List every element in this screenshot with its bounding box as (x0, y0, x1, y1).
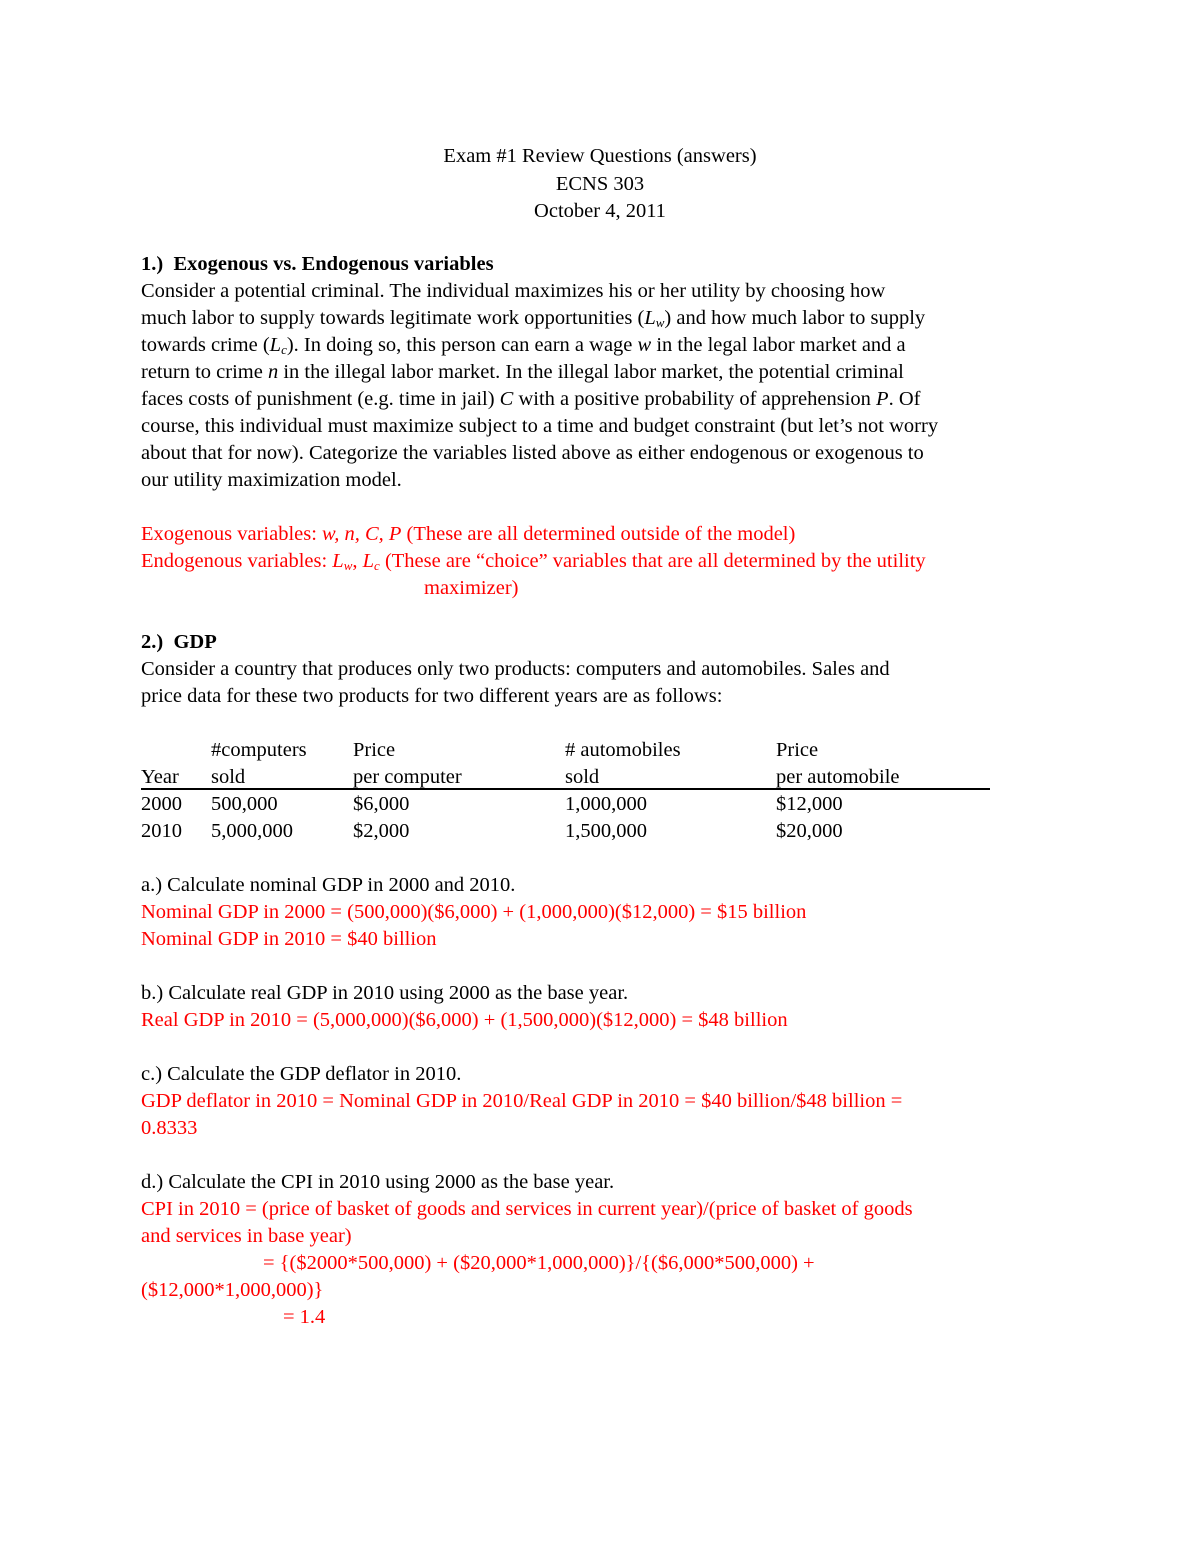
q1-title: Exogenous vs. Endogenous variables (173, 253, 494, 275)
q1-line-3: towards crime $(L_c)$. In doing so, this person can earn a wage w in the legal labor market and a (141, 334, 906, 357)
q2c-answer-1: GDP deflator in 2010 = Nominal GDP in 2010/Real GDP in 2010 = $40 billion/$48 billion = (141, 1090, 903, 1112)
q2-line-2: price data for these two products for two different years are as follows: (141, 685, 723, 707)
q2b-answer: Real GDP in 2010 = (5,000,000)($6,000) + (1,500,000)($12,000) = $48 billion (141, 1009, 788, 1031)
q1-line-5: faces costs of punishment (e.g. time in jail) C with a positive probability of apprehension P. Of (141, 388, 921, 410)
q2c-answer-2: 0.8333 (141, 1117, 198, 1139)
q2d-answer-1: CPI in 2010 = (price of basket of goods and services in current year)/(price of basket of goods (141, 1198, 913, 1220)
table-header-cell: per automobile (776, 766, 900, 788)
table-cell: 1,000,000 (565, 793, 647, 815)
q1-line-7: about that for now). Categorize the variables listed above as either endogenous or exogenous to (141, 442, 924, 464)
document-title: Exam #1 Review Questions (answers) (443, 145, 757, 167)
table-header-cell: Price (353, 739, 396, 761)
table-header-cell: sold (565, 766, 600, 788)
q2-number: 2.) (141, 631, 164, 653)
q1-line-2: much labor to supply towards legitimate work opportunities $(L_w)$ and how much labor to supply (141, 307, 926, 330)
q2a-question: a.) Calculate nominal GDP in 2000 and 2010. (141, 874, 516, 896)
table-cell: $2,000 (353, 820, 410, 842)
q1-line-4: return to crime n in the illegal labor market. In the illegal labor market, the potential criminal (141, 361, 904, 383)
q2d-question: d.) Calculate the CPI in 2010 using 2000 as the base year. (141, 1171, 615, 1193)
document-date: October 4, 2011 (534, 200, 666, 222)
table-header-cell: #computers (211, 739, 307, 761)
table-cell: $12,000 (776, 793, 843, 815)
q2d-answer-2: and services in base year) (141, 1225, 352, 1247)
course-code: ECNS 303 (555, 173, 645, 195)
table-header-cell: Price (776, 739, 819, 761)
q2d-answer-4: ($12,000*1,000,000)} (141, 1279, 324, 1301)
table-header-cell: per computer (353, 766, 462, 788)
q2b-question: b.) Calculate real GDP in 2010 using 2000 as the base year. (141, 982, 629, 1004)
q1-answer-exogenous: Exogenous variables: w, n, C, P (These are all determined outside of the model) (141, 523, 796, 545)
table-cell: 1,500,000 (565, 820, 647, 842)
table-cell: 500,000 (211, 793, 278, 815)
q2-title: GDP (173, 631, 217, 653)
q2-line-1: Consider a country that produces only two products: computers and automobiles. Sales and (141, 658, 890, 680)
table-cell: 2000 (141, 793, 182, 815)
q1-heading (141, 251, 494, 278)
q2d-answer-3: = {($2000*500,000) + ($20,000*1,000,000)}/{($6,000*500,000) + (263, 1252, 815, 1274)
q2c-question: c.) Calculate the GDP deflator in 2010. (141, 1063, 462, 1085)
q1-number: 1.) (141, 253, 164, 275)
table-header-cell: # automobiles (565, 739, 681, 761)
table-cell: $6,000 (353, 793, 410, 815)
q2d-answer-5: = 1.4 (283, 1306, 326, 1328)
table-cell: 2010 (141, 820, 182, 842)
q2a-answer-1: Nominal GDP in 2000 = (500,000)($6,000) + (1,000,000)($12,000) = $15 billion (141, 901, 807, 923)
q1-answer-endogenous: Endogenous variables: $L_w$, $L_c$ (These are “choice” variables that are all determined by the utility (141, 550, 926, 573)
q1-line-1: Consider a potential criminal. The individual maximizes his or her utility by choosing how (141, 280, 886, 302)
q1-line-8: our utility maximization model. (141, 469, 402, 491)
table-cell: 5,000,000 (211, 820, 293, 842)
q1-line-6: course, this individual must maximize subject to a time and budget constraint (but let’s not worry (141, 415, 939, 437)
q2-heading (141, 629, 217, 656)
q2a-answer-2: Nominal GDP in 2010 = $40 billion (141, 928, 437, 950)
table-header-cell: sold (211, 766, 246, 788)
table-cell: $20,000 (776, 820, 843, 842)
table-header-cell: Year (141, 766, 179, 788)
q1-answer-endogenous-cont: maximizer) (424, 577, 519, 599)
table-header-rule (141, 788, 990, 790)
